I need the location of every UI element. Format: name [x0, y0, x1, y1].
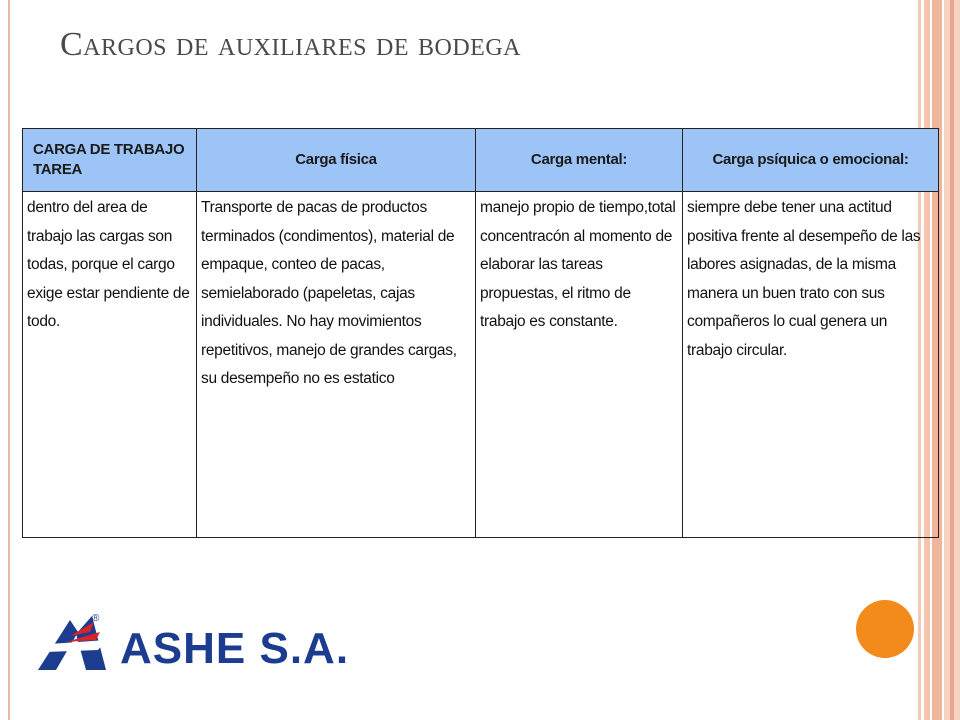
registered-mark: ® — [92, 613, 100, 624]
table-header-row — [23, 129, 939, 192]
slide-title: Cargos de auxiliares de bodega — [60, 26, 521, 63]
logo-text: ASHE S.A. — [120, 624, 350, 673]
header-carga-de-trabajo: CARGA DE TRABAJO TAREA — [23, 129, 197, 192]
header-carga-fisica: Carga física — [197, 129, 476, 192]
cell-carga-de-trabajo: dentro del area de trabajo las cargas son todas, porque el cargo exige estar pendiente de todo. — [23, 192, 197, 538]
table-row — [23, 192, 939, 538]
workload-table — [22, 128, 939, 538]
cell-carga-psiquica: siempre debe tener una actitud positiva frente al desempeño de las labores asignadas, de la misma manera un buen trato con sus compañeros lo cual genera un trabajo circular. — [683, 192, 939, 538]
header-carga-psiquica: Carga psíquica o emocional: — [683, 129, 939, 192]
cell-carga-fisica: Transporte de pacas de productos terminados (condimentos), material de empaque, conteo de pacas, semielaborado (papeletas, cajas individuales. No hay movimientos repetitivos, manejo de grandes cargas, su desempeño no es estatico — [197, 192, 476, 538]
left-accent-line — [8, 0, 10, 720]
cell-carga-mental: manejo propio de tiempo,total concentracón al momento de elaborar las tareas propuestas, el ritmo de trabajo es constante. — [476, 192, 683, 538]
header-carga-mental: Carga mental: — [476, 129, 683, 192]
orange-circle-decoration — [856, 600, 914, 658]
right-stripe — [950, 0, 954, 720]
